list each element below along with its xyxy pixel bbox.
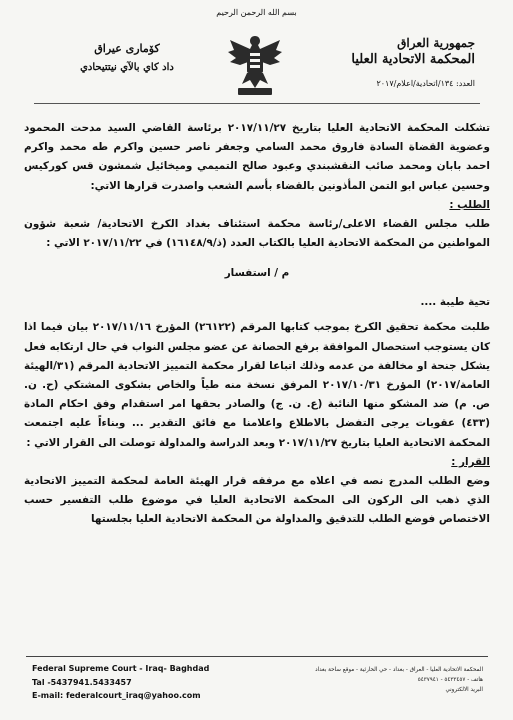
document-body <box>24 119 490 529</box>
kurdish-court-name: داد كاي بالآي نيتتيحادي <box>80 62 174 73</box>
decision-heading: القرار : <box>451 455 490 468</box>
inquiry-subject: م / استفسار <box>224 267 290 280</box>
reference-number: العدد: ١٣٤/اتحادية/اعلام/٢٠١٧ <box>376 79 475 88</box>
request-body-paragraph: طلبت محكمة تحقيق الكرخ بموجب كتابها المرقم (٢٦١٢٢) المؤرخ ٢٠١٧/١١/١٦ بيان فيما اذا كان يستوجب استحصال الموافقة برفع الحصانة عن عضو مجلس النواب في حال ارتكابه فعل يشكل جنحة او مخالفة من عدمه وذلك اتباعا لقرار محكمة التمييز الاتحادية المرقم (٣١/الهيئة العامة/٢٠١٧) المؤرخ ٢٠١٧/١٠/٣١ المرفق نسخة منه طياً والخاص بشكوى المشتكي (ح. ن. ص. م) ضد المشكو منها النائبة (ع. ن. ج) والصادر بحقها امر استقدام وفق احكام المادة (٤٣٣) عقوبات يرجى التفضل بالاطلاع واعلامنا مع فائق التقدير ... وبناءاً عليه اجتمعت المحكمة الاتحادية العليا بتاريخ ٢٠١٧/١١/٢٧ وبعد الدراسة والمداولة توصلت الى القرار الاتي : <box>24 321 490 449</box>
country-name: جمهورية العراق <box>397 36 475 50</box>
footer-phone: هاتف - ٥٤٣٣٤٥٧ - ٥٤٣٧٩٤١ <box>417 677 483 683</box>
eagle-icon <box>226 30 284 100</box>
footer-court-name: Federal Supreme Court - Iraq- Baghdad <box>32 664 210 673</box>
header-divider <box>34 103 480 104</box>
decision-paragraph: وضع الطلب المدرج نصه في اعلاه مع مرفقه قرار الهيئة العامة لمحكمة التمييز الاتحادية الذي ذهب الى الركون الى المحكمة الاتحادية العليا في موضوع طلب التفسير حسب الاختصاص فوضع الطلب للتدقيق والمداولة من المحكمة الاتحادية العليا بجلستها <box>24 474 490 526</box>
kurdish-country-name: كۆماری عیراق <box>94 42 160 55</box>
footer-email: E-mail: federalcourt_iraq@yahoo.com <box>32 691 201 700</box>
basmala: بسم الله الرحمن الرحيم <box>216 8 297 17</box>
footer-telephone: Tal -5437941.5433457 <box>32 677 132 687</box>
intro-paragraph: تشكلت المحكمة الاتحادية العليا بتاريخ ٢٠١٧/١١/٢٧ برئاسة القاضي السيد مدحت المحمود وعضوية القضاة السادة فاروق محمد السامي وجعفر ناصر حسين واكرم طه محمد واكرم احمد بابان ومحمد صائب النقشبندي وعبود صالح التميمي وميخائيل شمشون قس كوركيس وحسين عباس ابو التمن المأذونين بالقضاء بأسم الشعب واصدرت قرارها الاتي: <box>24 122 490 192</box>
footer-address: المحكمة الاتحادية العليا - العراق - بغداد - حي الحارثية - موقع ساحة بغداد <box>315 667 483 673</box>
letterhead-arabic <box>325 35 475 91</box>
footer-email-label: البريد الالكتروني <box>445 687 483 693</box>
greeting: تحية طيبة .... <box>420 296 490 309</box>
iraq-eagle-emblem <box>226 30 284 100</box>
footer-english <box>32 662 252 703</box>
letterhead-kurdish <box>52 40 202 78</box>
request-paragraph: طلب مجلس القضاء الاعلى/رئاسة محكمة استئناف بغداد الكرخ الاتحادية/ شعبة شؤون المواطنين من المحكمة الاتحادية العليا بالكتاب العدد (ذ/١٦١٤٨/٩) في ٢٠١٧/١١/٢٢ الاتي : <box>24 217 490 250</box>
court-name: المحكمة الاتحادية العليا <box>351 52 475 67</box>
footer-arabic <box>268 665 483 695</box>
footer-divider <box>26 656 488 657</box>
request-heading: الطلب : <box>449 198 490 211</box>
